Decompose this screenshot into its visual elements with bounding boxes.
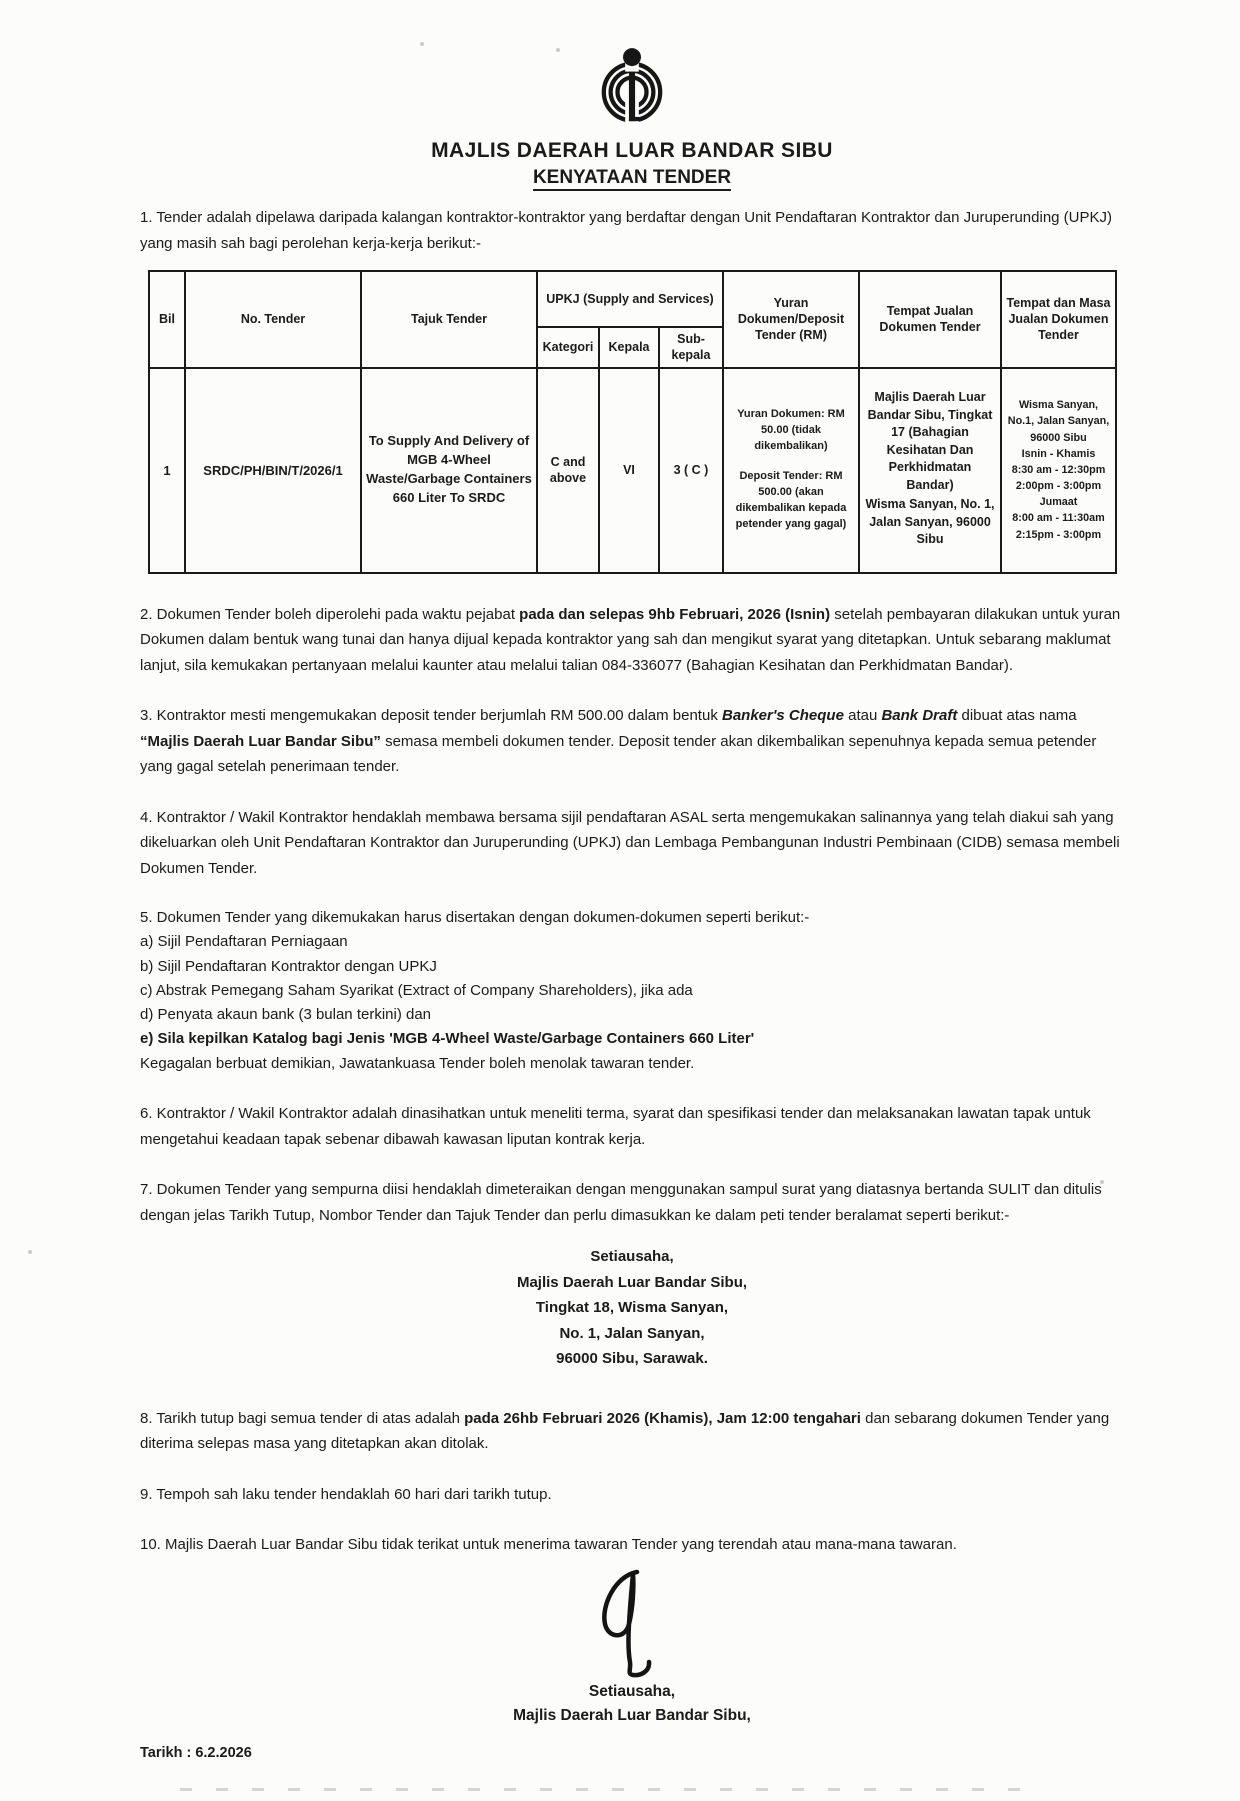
council-logo: [140, 46, 1124, 133]
header-tajuk-tender: Tajuk Tender: [361, 271, 537, 368]
scan-speck: [556, 48, 560, 52]
scan-speck: [420, 42, 424, 46]
list-item-d: d) Penyata akaun bank (3 bulan terkini) dan: [140, 1006, 432, 1024]
list-item-e: e) Sila kepilkan Katalog bagi Jenis 'MGB 4-Wheel Waste/Garbage Containers 660 Liter': [140, 1030, 755, 1048]
yuran-dokumen: Yuran Dokumen: RM 50.00 (tidak dikembalikan): [737, 408, 845, 453]
header-yuran: Yuran Dokumen/Deposit Tender (RM): [723, 271, 859, 368]
cell-yuran-deposit: [723, 368, 859, 573]
paragraph-10: 10. Majlis Daerah Luar Bandar Sibu tidak terikat untuk menerima tawaran Tender yang terendah atau mana-mana tawaran.: [140, 1536, 957, 1554]
cell-bil: 1: [149, 368, 185, 573]
header-kategori: Kategori: [537, 327, 599, 368]
cell-kepala: VI: [599, 368, 659, 573]
paragraph-8: 8. Tarikh tutup bagi semua tender di atas adalah pada 26hb Februari 2026 (Khamis), Jam 12:00 tengahari dan sebarang dokumen Tender yang diterima selepas masa yang ditetapkan akan ditolak.: [140, 1409, 1110, 1453]
paragraph-9: 9. Tempoh sah laku tender hendaklah 60 hari dari tarikh tutup.: [140, 1485, 552, 1503]
header-kepala: Kepala: [599, 327, 659, 368]
council-emblem-icon: [589, 46, 675, 128]
paragraph-6: 6. Kontraktor / Wakil Kontraktor adalah dinasihatkan untuk meneliti terma, syarat dan spesifikasi tender dan melaksanakan lawatan tapak untuk mengetahui keadaan tapak sebenar dibawah kawasan liputan kontrak kerja.: [140, 1105, 1091, 1148]
list-item-b: b) Sijil Pendaftaran Kontraktor dengan UPKJ: [140, 957, 437, 975]
scan-artifact-line: [180, 1788, 1040, 1791]
scan-speck: [28, 1250, 32, 1254]
cell-tajuk-tender: To Supply And Delivery of MGB 4-Wheel Waste/Garbage Containers 660 Liter To SRDC: [361, 368, 537, 573]
signatory-block: Setiausaha, Majlis Daerah Luar Bandar Sibu,: [513, 1682, 751, 1725]
tempat-jualan-address-2: Wisma Sanyan, No. 1, Jalan Sanyan, 96000 Sibu: [865, 497, 995, 547]
cell-tempat-jualan: [859, 368, 1001, 573]
list-item-a: a) Sijil Pendaftaran Perniagaan: [140, 933, 348, 951]
paragraph-4: 4. Kontraktor / Wakil Kontraktor hendaklah membawa bersama sijil pendaftaran ASAL serta mengemukakan salinannya yang telah diakui sah yang dikeluarkan oleh Unit Pendaftaran Kontraktor dan Juruperunding (UPKJ) dan Lembaga Pembangunan Industri Pembinaan (CIDB) semasa membeli Dokumen Tender.: [140, 808, 1120, 877]
tender-table: [148, 270, 1117, 574]
tender-box-address: Setiausaha, Majlis Daerah Luar Bandar Sibu, Tingkat 18, Wisma Sanyan, No. 1, Jalan Sanyan, 96000 Sibu, Sarawak.: [516, 1248, 748, 1368]
paragraph-5-closing: Kegagalan berbuat demikian, Jawatankuasa Tender boleh menolak tawaran tender.: [140, 1054, 695, 1072]
cell-sub-kepala: 3 ( C ): [659, 368, 723, 573]
cell-tempat-masa: Wisma Sanyan, No.1, Jalan Sanyan, 96000 Sibu Isnin - Khamis 8:30 am - 12:30pm 2:00pm - 3:00pm Jumaat 8:00 am - 11:30am 2:15pm - 3:00pm: [1001, 368, 1116, 573]
table-row: [149, 368, 1116, 573]
header-upkj-group: UPKJ (Supply and Services): [537, 271, 723, 327]
paragraph-1: 1. Tender adalah dipelawa daripada kalangan kontraktor-kontraktor yang berdaftar dengan Unit Pendaftaran Kontraktor dan Juruperunding (UPKJ) yang masih sah bagi perolehan kerja-kerja berikut:-: [140, 209, 1113, 252]
cell-kategori: C and above: [537, 368, 599, 573]
signature-area: [140, 1566, 1124, 1730]
org-name: MAJLIS DAERAH LUAR BANDAR SIBU: [431, 139, 833, 162]
paragraph-7: 7. Dokumen Tender yang sempurna diisi hendaklah dimeteraikan dengan menggunakan sampul surat yang diatasnya bertanda SULIT dan ditulis dengan jelas Tarikh Tutup, Nombor Tender dan Tajuk Tender dan perlu dimasukkan ke dalam peti tender beralamat seperti berikut:-: [140, 1181, 1102, 1224]
document-title: KENYATAAN TENDER: [140, 167, 1124, 189]
header-sub-kepala: Sub-kepala: [659, 327, 723, 368]
list-item-c: c) Abstrak Pemegang Saham Syarikat (Extract of Company Shareholders), jika ada: [140, 981, 693, 999]
paragraph-3: 3. Kontraktor mesti mengemukakan deposit tender berjumlah RM 500.00 dalam bentuk Banker's Cheque atau Bank Draft dibuat atas nama “Majlis Daerah Luar Bandar Sibu” semasa membeli dokumen tender. Deposit tender akan dikembalikan sepenuhnya kepada semua petender yang gagal setelah penerimaan tender.: [140, 707, 1097, 775]
header-tempat-jualan: Tempat Jualan Dokumen Tender: [859, 271, 1001, 368]
header-tempat-masa: Tempat dan Masa Jualan Dokumen Tender: [1001, 271, 1116, 368]
paragraph-5: [140, 906, 1124, 1076]
header-bil: Bil: [149, 271, 185, 368]
tempat-jualan-address-1: Majlis Daerah Luar Bandar Sibu, Tingkat 17 (Bahagian Kesihatan Dan Perkhidmatan Bandar): [867, 390, 993, 492]
paragraph-5-intro: 5. Dokumen Tender yang dikemukakan harus disertakan dengan dokumen-dokumen seperti berikut:-: [140, 909, 810, 926]
cell-no-tender: SRDC/PH/BIN/T/2026/1: [185, 368, 361, 573]
deposit-tender: Deposit Tender: RM 500.00 (akan dikembalikan kepada petender yang gagal): [735, 470, 847, 530]
paragraph-2: 2. Dokumen Tender boleh diperolehi pada waktu pejabat pada dan selepas 9hb Februari, 2026 (Isnin) setelah pembayaran dilakukan untuk yuran Dokumen dalam bentuk wang tunai dan hanya dijual kepada kontraktor yang sah dan mengikut syarat yang ditetapkan. Untuk sebarang maklumat lanjut, sila kemukakan pertanyaan melalui kaunter atau melalui talian 084-336077 (Bahagian Kesihatan dan Perkhidmatan Bandar).: [140, 605, 1121, 674]
date-line: Tarikh : 6.2.2026: [140, 1745, 252, 1762]
signature-mark: [587, 1566, 677, 1684]
header-no-tender: No. Tender: [185, 271, 361, 368]
scan-speck: [1100, 1180, 1104, 1184]
